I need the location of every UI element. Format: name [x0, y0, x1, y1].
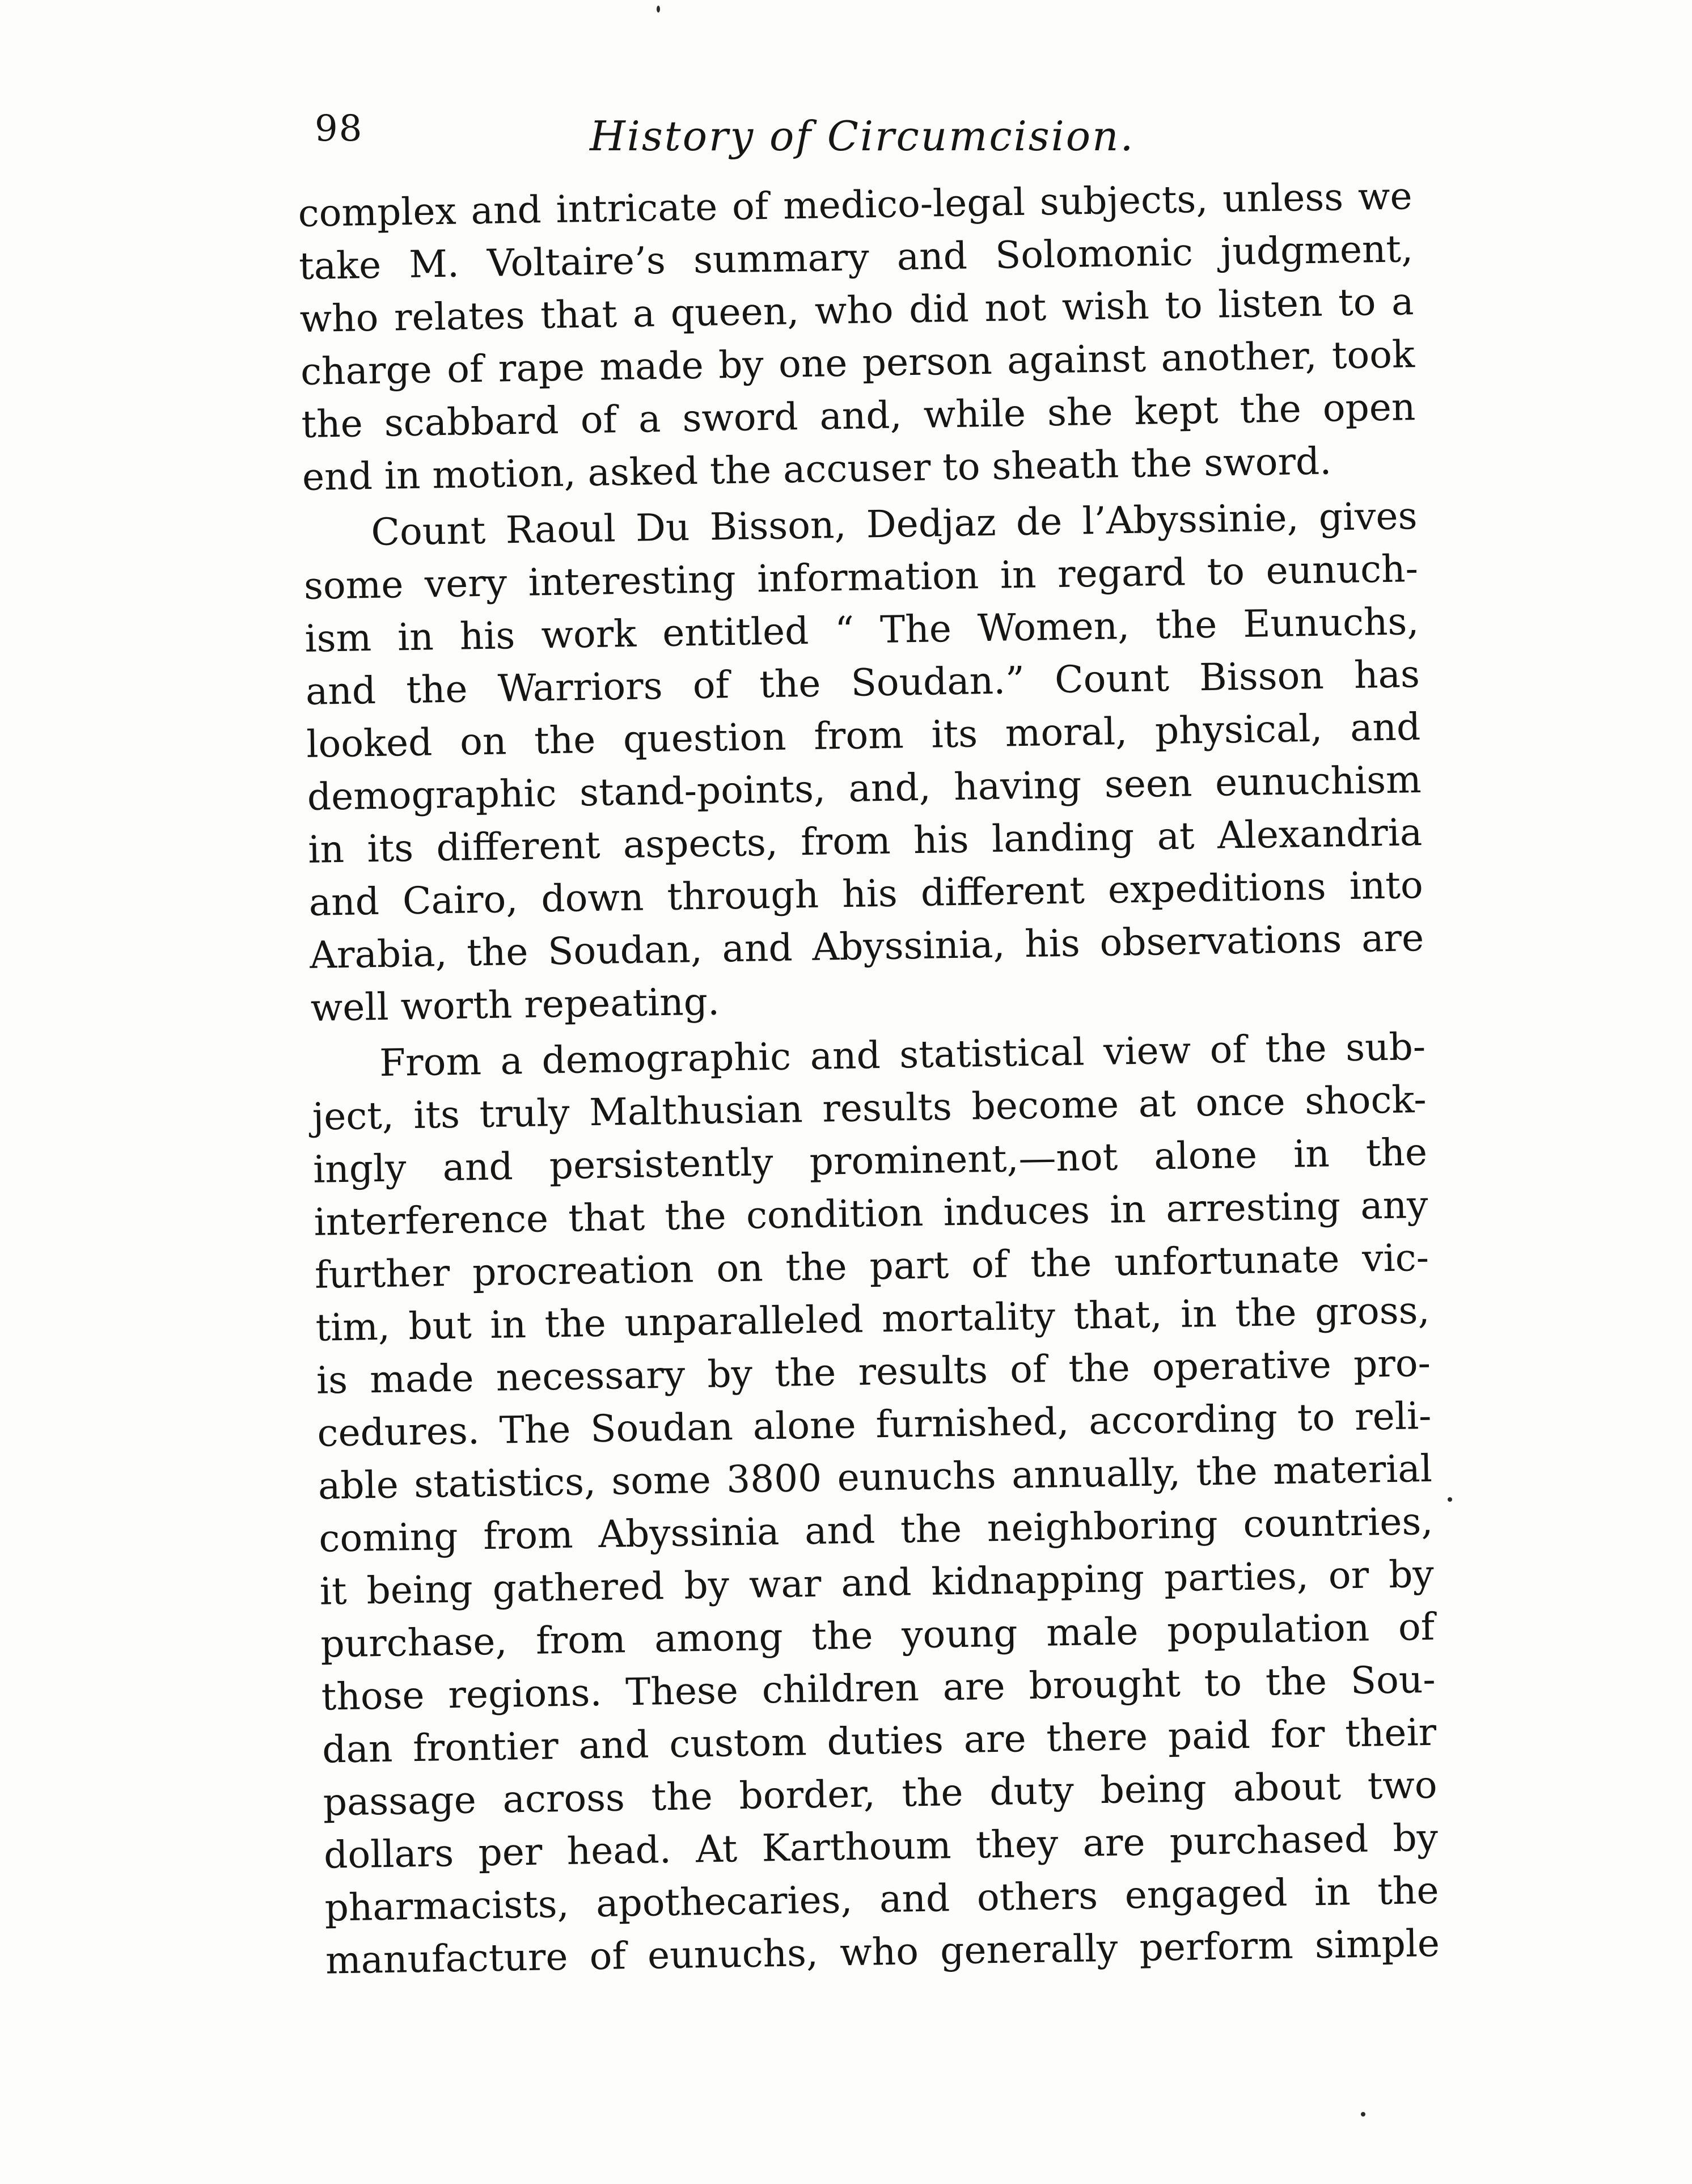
text-line: tim, but in the unparalleled mortality that, in the gross, [315, 1288, 1430, 1350]
text-line: further procreation on the part of the unfortunate vic- [314, 1235, 1429, 1297]
text-line: it being gathered by war and kidnapping parties, or by [319, 1552, 1435, 1613]
text-line: purchase, from among the young male population of [320, 1604, 1435, 1666]
ink-speck [1361, 2112, 1365, 2117]
text-line: manufacture of eunuchs, who generally perform simple [325, 1921, 1440, 1983]
text-line: ject, its truly Malthusian results become at once shock- [312, 1077, 1427, 1139]
text-line: dollars per head. At Karthoum they are purchased by [323, 1815, 1439, 1877]
text-line: and the Warriors of the Soudan.” Count Bisson has [305, 652, 1420, 713]
text-line: is made necessary by the results of the operative pro- [316, 1341, 1431, 1403]
text-line: passage across the border, the duty being about two [323, 1763, 1438, 1824]
text-line: take M. Voltaire’s summary and Solomonic judgment, [298, 227, 1414, 288]
text-line: ingly and persistently prominent,—not alone in the [312, 1130, 1428, 1192]
paragraph-3 [311, 1020, 1440, 1987]
text-line: pharmacists, apothecaries, and others engaged in the [324, 1868, 1440, 1930]
text-line: interference that the condition induces in arresting any [314, 1182, 1429, 1244]
ink-speck [657, 6, 660, 12]
text-line: cedures. The Soudan alone furnished, according to reli- [316, 1393, 1432, 1455]
text-line: From a demographic and statistical view of the sub- [379, 1024, 1426, 1085]
page-header [306, 96, 1418, 164]
body-text [298, 170, 1440, 1987]
text-line: the scabbard of a sword and, while she kept the open [301, 385, 1416, 446]
text-line: in its different aspects, from his landing at Alexandria [307, 810, 1423, 872]
text-line: dan frontier and custom duties are there paid for their [322, 1710, 1437, 1772]
text-line: ism in his work entitled “ The Women, the Eunuchs, [304, 599, 1419, 661]
text-line: looked on the question from its moral, physical, and [306, 705, 1421, 766]
text-line: demographic stand-points, and, having seen eunuchism [307, 758, 1422, 819]
text-line: Count Raoul Du Bisson, Dedjaz de l’Abyssinie, gives [370, 494, 1418, 555]
text-line: end in motion, asked the accuser to sheath the sword. [302, 439, 1332, 499]
text-line: and Cairo, down through his different expeditions into [308, 863, 1424, 924]
text-line: well worth repeating. [310, 979, 720, 1030]
text-line: complex and intricate of medico-legal subjects, unless we [298, 174, 1413, 235]
text-line: able statistics, some 3800 eunuchs annually, the material [318, 1446, 1433, 1508]
text-line: some very interesting information in regard to eunuch- [303, 547, 1419, 608]
text-line: Arabia, the Soudan, and Abyssinia, his observations are [309, 915, 1424, 977]
paragraph-2 [303, 489, 1425, 1034]
running-title: History of Circumcision. [590, 112, 1135, 160]
paragraph-1 [298, 170, 1417, 504]
page-number: 98 [315, 108, 363, 150]
text-line: those regions. These children are brought to the Sou- [321, 1657, 1436, 1719]
ink-speck [1448, 1497, 1452, 1502]
text-line: coming from Abyssinia and the neighboring countries, [318, 1499, 1433, 1561]
text-line: who relates that a queen, who did not wish to listen to a [299, 280, 1415, 341]
text-line: charge of rape made by one person against another, took [300, 332, 1415, 394]
